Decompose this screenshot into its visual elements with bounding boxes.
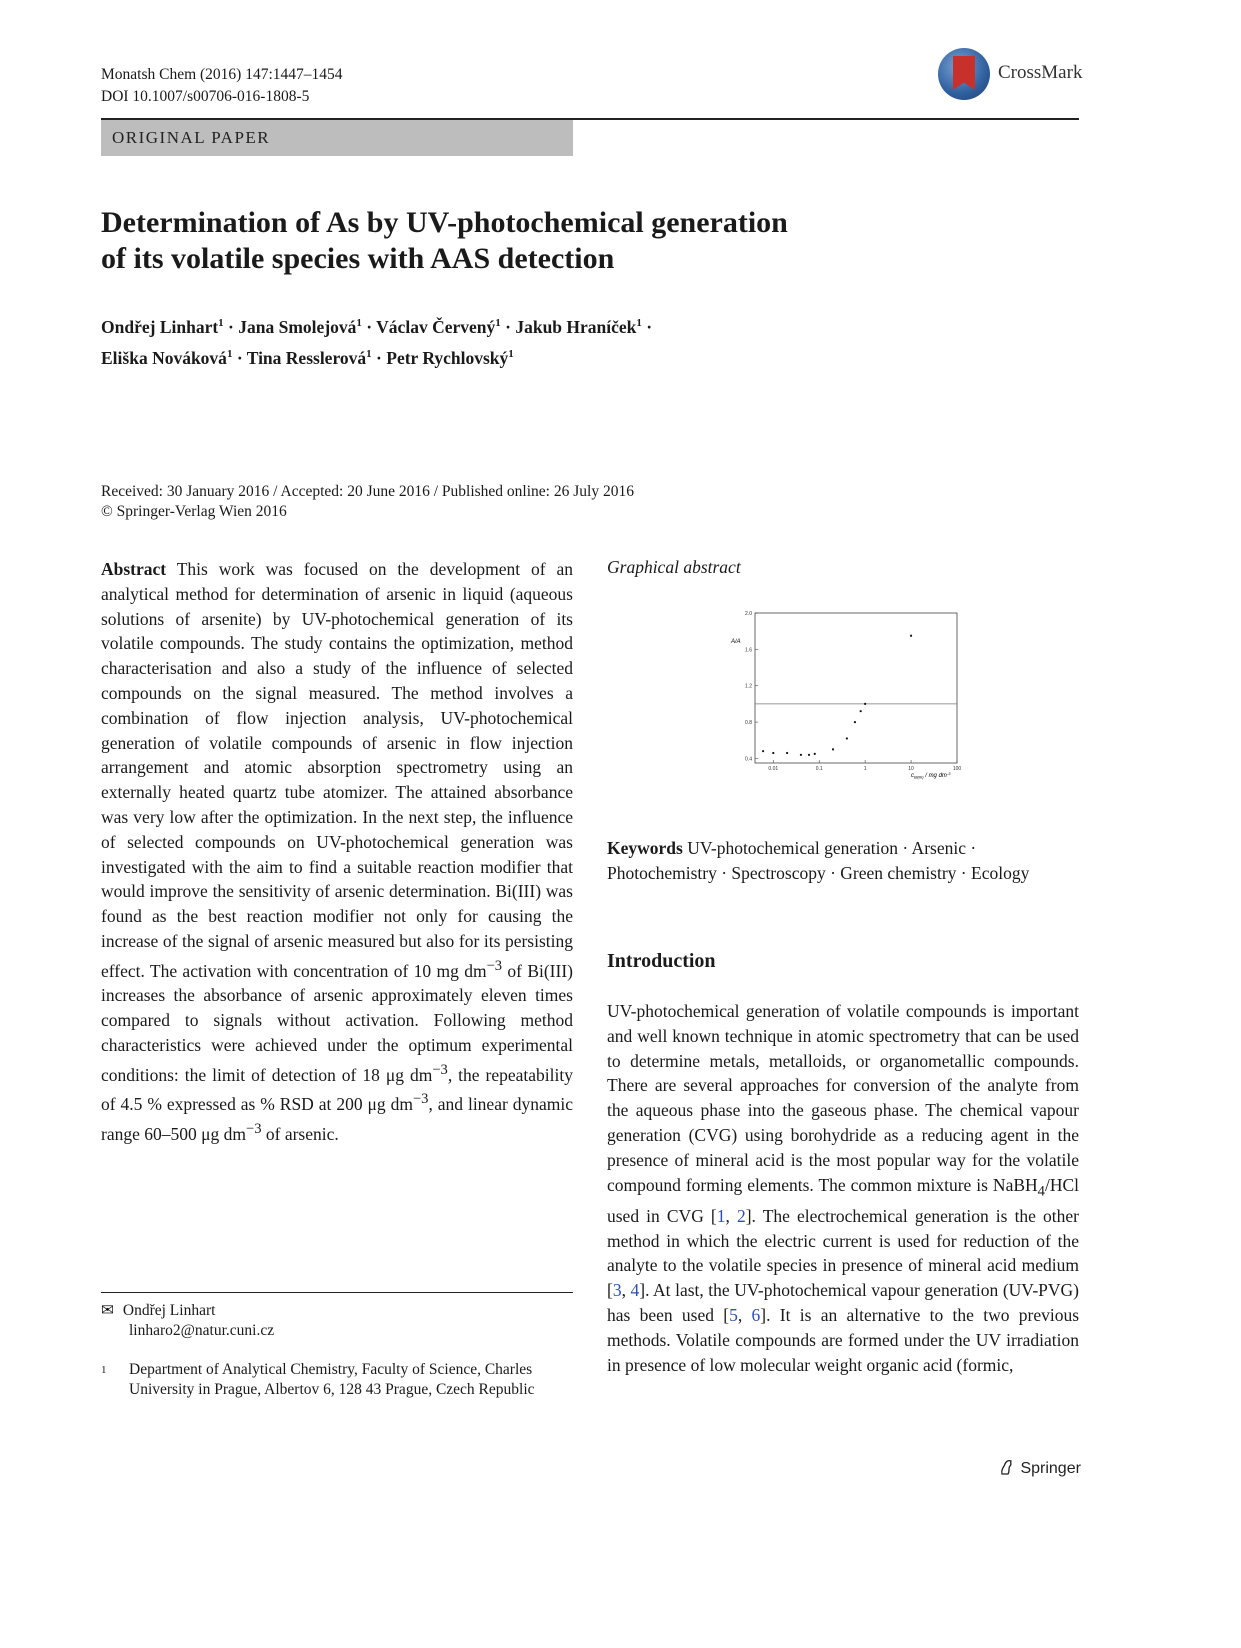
- unit-exponent: −3: [486, 957, 503, 974]
- abstract-text: , the repeatability of 4.5 % expressed as % RSD at 200 μg dm: [101, 1064, 573, 1115]
- intro-text: ]. It is an alternative to the two previous methods. Volatile compounds are formed under the UV irradiation in presence of low molecular weight organic acid (formic,: [607, 1305, 1080, 1375]
- title-line-1: Determination of As by UV-photochemical generation: [101, 206, 788, 239]
- abstract-text: This work was focused on the development of an analytical method for determination of arsenic in liquid (aqueous solutions of arsenite) by UV-photochemical generation of its volatile compounds. The study contains the optimization, method characterisation and also a study of the influence of selected compounds on the signal measured. The method involves a combination of flow injection analysis, UV-photochemical generation of volatile compounds of arsenic in flow injection arrangement and atomic absorption spectrometry using an externally heated quartz tube atomizer. The attained absorbance was very low after the optimization. In the next step, the influence of selected compounds on UV-photochemical generation was investigated with the aim to find a suitable reaction modifier that would improve the sensitivity of arsenic determination. Bi(III) was found as the best reaction modifier not only for causing the increase of the signal of arsenic measured but also for its persisting effect. The activation with concentration of 10 mg dm: [101, 559, 573, 981]
- data-point: [808, 754, 810, 756]
- copyright: © Springer-Verlag Wien 2016: [101, 503, 287, 520]
- history-dates: Received: 30 January 2016 / Accepted: 20 June 2016 / Published online: 26 July 2016: [101, 483, 634, 500]
- citation-link[interactable]: 6: [751, 1305, 761, 1326]
- data-point: [910, 635, 912, 637]
- keywords-label: Keywords: [607, 838, 683, 858]
- graphical-abstract-chart: [725, 603, 975, 788]
- intro-text: /HCl used in CVG [: [607, 1174, 1079, 1226]
- subscript: 4: [1037, 1183, 1045, 1200]
- plot-frame: [755, 613, 957, 763]
- author-name[interactable]: Václav Červený: [376, 316, 496, 337]
- envelope-icon: ✉: [101, 1302, 114, 1319]
- abstract: [101, 557, 573, 1147]
- x-axis-label-subscript: Bi(III): [914, 774, 924, 780]
- data-point: [772, 752, 774, 754]
- author-separator: ·: [641, 316, 653, 337]
- publication-dates: [101, 482, 634, 522]
- citation-link[interactable]: 5: [729, 1305, 738, 1326]
- authors-line-1: [101, 310, 861, 341]
- x-tick-label: 1: [863, 766, 867, 772]
- data-point: [864, 703, 866, 705]
- journal-reference: Monatsh Chem (2016) 147:1447–1454: [101, 66, 343, 83]
- author-affiliation-mark: 1: [366, 347, 372, 360]
- citation-comma: ,: [725, 1205, 737, 1226]
- x-axis-label-superscript: -3: [946, 771, 951, 776]
- authors-line-2: [101, 341, 861, 372]
- citation-comma: ,: [737, 1305, 752, 1326]
- introduction-text: [607, 999, 1079, 1377]
- author-separator: ·: [500, 316, 516, 337]
- citation-link[interactable]: 2: [736, 1205, 746, 1226]
- data-point: [832, 748, 834, 750]
- author-name[interactable]: Ondřej Linhart: [101, 316, 219, 337]
- abstract-label: Abstract: [101, 559, 167, 579]
- springer-horse-icon: [998, 1458, 1016, 1476]
- author-name[interactable]: Tina Resslerová: [246, 347, 367, 368]
- author-affiliation-mark: 1: [508, 347, 514, 360]
- citation-link[interactable]: 1: [716, 1205, 726, 1226]
- author-affiliation-mark: 1: [226, 347, 233, 360]
- journal-citation: [101, 64, 343, 108]
- intro-text: ]. The electrochemical generation is the other method in which the electric current is used for reduction of the analyte to the volatile species in presence of mineral acid medium [: [607, 1205, 1079, 1301]
- author-affiliation-mark: 1: [636, 317, 642, 329]
- y-tick-label: 0.8: [745, 720, 752, 727]
- author-separator: ·: [371, 347, 387, 368]
- author-name[interactable]: Jakub Hraníček: [515, 316, 637, 337]
- author-separator: ·: [232, 347, 247, 368]
- y-axis-label: A/A: [731, 639, 741, 645]
- author-name[interactable]: Jana Smolejová: [238, 316, 357, 337]
- author-name[interactable]: Petr Rychlovský: [386, 347, 509, 368]
- y-tick-label: 1.6: [745, 647, 752, 654]
- affiliation-text: Department of Analytical Chemistry, Faculty of Science, Charles University in Prague, Albertov 6, 128 43 Prague, Czech Republic: [129, 1361, 535, 1398]
- crossmark-label: CrossMark: [998, 62, 1083, 83]
- unit-exponent: −3: [245, 1121, 262, 1138]
- citation-comma: ,: [621, 1280, 631, 1301]
- citation-link[interactable]: 3: [612, 1280, 622, 1301]
- intro-text: ]. At last, the UV-photochemical vapour generation (UV-PVG) has been used [: [607, 1280, 1079, 1326]
- x-axis-label-unit: / mg dm: [923, 773, 947, 779]
- article-title: [101, 205, 901, 277]
- unit-exponent: −3: [432, 1061, 448, 1078]
- corresponding-email[interactable]: linharo2@natur.cuni.cz: [129, 1322, 275, 1339]
- citation-link[interactable]: 4: [630, 1280, 640, 1301]
- data-point: [814, 753, 816, 755]
- corresponding-name: Ondřej Linhart: [122, 1302, 216, 1319]
- affiliation-number: 1: [101, 1364, 107, 1376]
- x-tick-label: 0.1: [815, 766, 823, 772]
- y-tick-label: 2.0: [745, 611, 752, 617]
- abstract-text: , and linear dynamic range 60–500 μg dm: [101, 1094, 573, 1144]
- footnote-rule: [101, 1292, 573, 1293]
- doi[interactable]: DOI 10.1007/s00706-016-1808-5: [101, 88, 310, 105]
- author-affiliation-mark: 1: [218, 317, 224, 329]
- data-point: [762, 750, 764, 752]
- author-separator: ·: [361, 316, 377, 337]
- y-tick-label: 0.4: [745, 756, 752, 763]
- author-list: [101, 310, 861, 372]
- crossmark-badge[interactable]: [938, 48, 1088, 104]
- abstract-text: of Bi(III) increases the absorbance of arsenic approximately eleven times compared to signals without activation. Following method characteristics were achieved under the optimum experimental conditions: the limit of detection of 18 μg dm: [101, 960, 573, 1085]
- keywords-list: UV-photochemical generation · Arsenic · Photochemistry · Spectroscopy · Green chemistry · Ecology: [607, 838, 1030, 883]
- data-point: [786, 752, 788, 754]
- graphical-abstract-label: Graphical abstract: [607, 557, 741, 577]
- data-point: [846, 737, 848, 739]
- x-tick-label: 100: [952, 766, 962, 772]
- publisher-logo: [998, 1458, 1081, 1478]
- publisher-name: Springer: [1020, 1460, 1081, 1477]
- chart-points: [762, 635, 912, 756]
- title-line-2: of its volatile species with AAS detection: [101, 242, 615, 275]
- x-axis-label-symbol: c: [911, 773, 914, 779]
- unit-exponent: −3: [412, 1091, 429, 1108]
- x-axis-label: [911, 771, 951, 780]
- intro-text: UV-photochemical generation of volatile compounds is important and well known technique in atomic spectrometry that can be used to determine metals, metalloids, or organometallic compounds. There are several approaches for conversion of the analyte from the aqueous phase into the gaseous phase. The chemical vapour generation (CVG) using borohydride as a reducing agent in the presence of mineral acid is the most popular way for the volatile compound forming elements. The common mixture is NaBH: [607, 1001, 1079, 1195]
- introduction-heading: Introduction: [607, 950, 716, 972]
- chart-ticks: [745, 611, 961, 772]
- data-point: [854, 721, 856, 723]
- corresponding-author: [101, 1301, 274, 1341]
- author-separator: ·: [223, 316, 239, 337]
- data-point: [860, 710, 862, 712]
- paper-type-banner: ORIGINAL PAPER: [101, 120, 573, 156]
- author-affiliation-mark: 1: [356, 317, 362, 329]
- chart-axes: [755, 613, 957, 763]
- x-tick-label: 10: [908, 766, 914, 772]
- abstract-text: of arsenic.: [261, 1123, 339, 1144]
- data-point: [800, 754, 802, 756]
- y-tick-label: 1.2: [745, 683, 752, 690]
- x-tick-label: 0.01: [768, 766, 779, 772]
- keywords: [607, 836, 1079, 886]
- author-name[interactable]: Eliška Nováková: [101, 347, 227, 368]
- author-affiliation-mark: 1: [495, 317, 501, 329]
